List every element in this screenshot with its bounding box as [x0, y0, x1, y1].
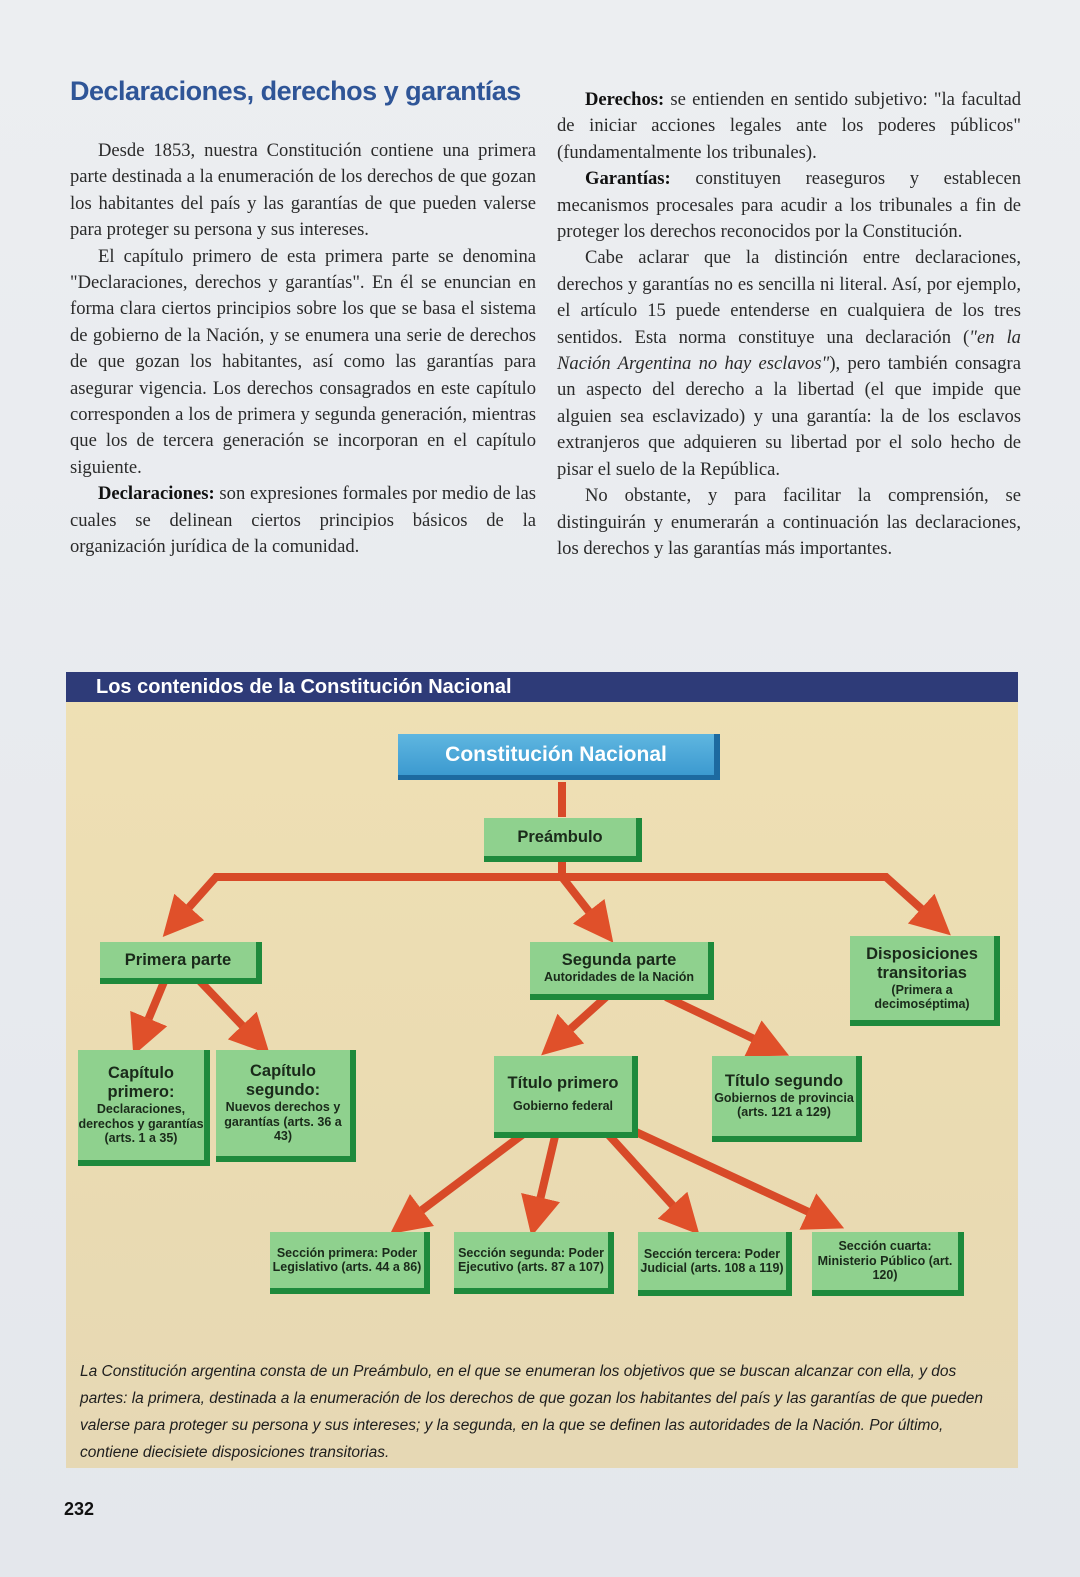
box-title: Título primero — [507, 1074, 619, 1093]
box-subtitle: Gobiernos de provincia (arts. 121 a 129) — [714, 1091, 854, 1120]
capitulo-primero-box — [78, 1050, 210, 1166]
paragraph: El capítulo primero de esta primera parte se denomina "Declaraciones, derechos y garantías". En él se enuncian en forma clara ciertos principios sobre los que se basa el sistema de gobierno de la Nación, y se enumera una serie de derechos de que gozan los habitantes, así como las garantías para asegurar vigencia. Los derechos consagrados en este capítulo corresponden a los de primera y segunda generación, mientras que los de tercera generación se incorporan en el capítulo siguiente. — [70, 245, 536, 478]
paragraph — [557, 87, 1021, 166]
diagram-header: Los contenidos de la Constitución Nacional — [66, 672, 1018, 702]
paragraph — [557, 166, 1021, 245]
page-number: 232 — [64, 1499, 95, 1519]
titulo-primero-box — [494, 1056, 638, 1138]
segunda-parte-box — [530, 942, 714, 1000]
box-title: Título segundo — [724, 1072, 844, 1091]
seccion-segunda-box: Sección segunda: Poder Ejecutivo (arts. 87 a 107) — [454, 1232, 614, 1294]
paragraph — [557, 245, 1021, 483]
left-column — [70, 138, 536, 561]
diagram-caption: La Constitución argentina consta de un Preámbulo, en el que se enumeran los objetivos que se buscan alcanzar con ella, y dos partes: la primera, destinada a la enumeración de los derechos de que gozan los habitantes del país y las garantías de que pueden valerse para proteger su persona y sus intereses; y la segunda, en la que se definen las autoridades de la Nación. Por último, contiene diecisiete disposiciones transitorias. — [80, 1363, 984, 1461]
right-column — [557, 87, 1021, 562]
term: Garantías: — [585, 168, 671, 190]
box-title: Capítulo primero: — [107, 1064, 175, 1102]
constitution-diagram — [66, 672, 1018, 1468]
paragraph — [70, 481, 536, 560]
paragraph: No obstante, y para facilitar la comprensión, se distinguirán y enumerarán a continuación las declaraciones, los derechos y las garantías más importantes. — [557, 485, 1021, 559]
box-subtitle: Nuevos derechos y garantías (arts. 36 a 43) — [224, 1100, 342, 1144]
disposiciones-box — [850, 936, 1000, 1026]
box-title: Segunda parte — [561, 951, 677, 970]
quote: "en la Nación Argentina no hay esclavos" — [557, 326, 1021, 375]
primera-parte-box — [100, 942, 262, 984]
box-subtitle: (Primera a decimoséptima) — [874, 982, 970, 1011]
capitulo-segundo-box — [216, 1050, 356, 1162]
box-title: Disposiciones transitorias — [866, 944, 978, 982]
paragraph: Desde 1853, nuestra Constitución contiene una primera parte destinada a la enumeración de los derechos de que gozan los habitantes del país y las garantías de que pueden valerse para proteger su persona y sus intereses. — [70, 140, 536, 241]
box-subtitle: Gobierno federal — [512, 1099, 614, 1114]
box-title: Capítulo segundo: — [245, 1062, 321, 1100]
box-subtitle: Declaraciones, derechos y garantías (arts. 1 a 35) — [78, 1102, 204, 1146]
section-title: Declaraciones, derechos y garantías — [70, 76, 521, 106]
definition: constituyen reaseguros y establecen mecanismos procesales para acudir a los tribunales a fin de proteger los derechos reconocidos por la Constitución. — [557, 168, 1021, 243]
term: Derechos: — [585, 89, 665, 110]
box-title: Primera parte — [124, 950, 232, 969]
preambulo-box: Preámbulo — [484, 818, 642, 862]
box-subtitle: Autoridades de la Nación — [543, 970, 695, 985]
seccion-primera-box: Sección primera: Poder Legislativo (arts. 44 a 86) — [270, 1232, 430, 1294]
text: ), pero también consagra un aspecto del derecho a la libertad (el que impide que alguien sea esclavizado) y una garantía: la de los esclavos extranjeros que adquieren su libertad por el solo hecho de pisar el suelo de la República. — [557, 353, 1022, 480]
definition: son expresiones formales por medio de las cuales se delinean ciertos principios básicos de la organización jurídica de la comunidad. — [70, 483, 536, 558]
seccion-cuarta-box: Sección cuarta: Ministerio Público (art. 120) — [812, 1232, 964, 1296]
titulo-segundo-box — [712, 1056, 862, 1142]
text: Cabe aclarar que la distinción entre declaraciones, derechos y garantías no es sencilla ni literal. Así, por ejemplo, el artículo 15 puede entenderse en cualquiera de los tres sentidos. Esta norma constituye una declaración ( — [557, 247, 1021, 348]
definition: se entienden en sentido subjetivo: "la facultad de iniciar acciones legales ante los poderes públicos" (fundamentalmente los tribunales). — [557, 89, 1021, 163]
seccion-tercera-box: Sección tercera: Poder Judicial (arts. 108 a 119) — [638, 1232, 792, 1296]
term: Declaraciones: — [98, 483, 215, 505]
root-box: Constitución Nacional — [398, 734, 720, 780]
